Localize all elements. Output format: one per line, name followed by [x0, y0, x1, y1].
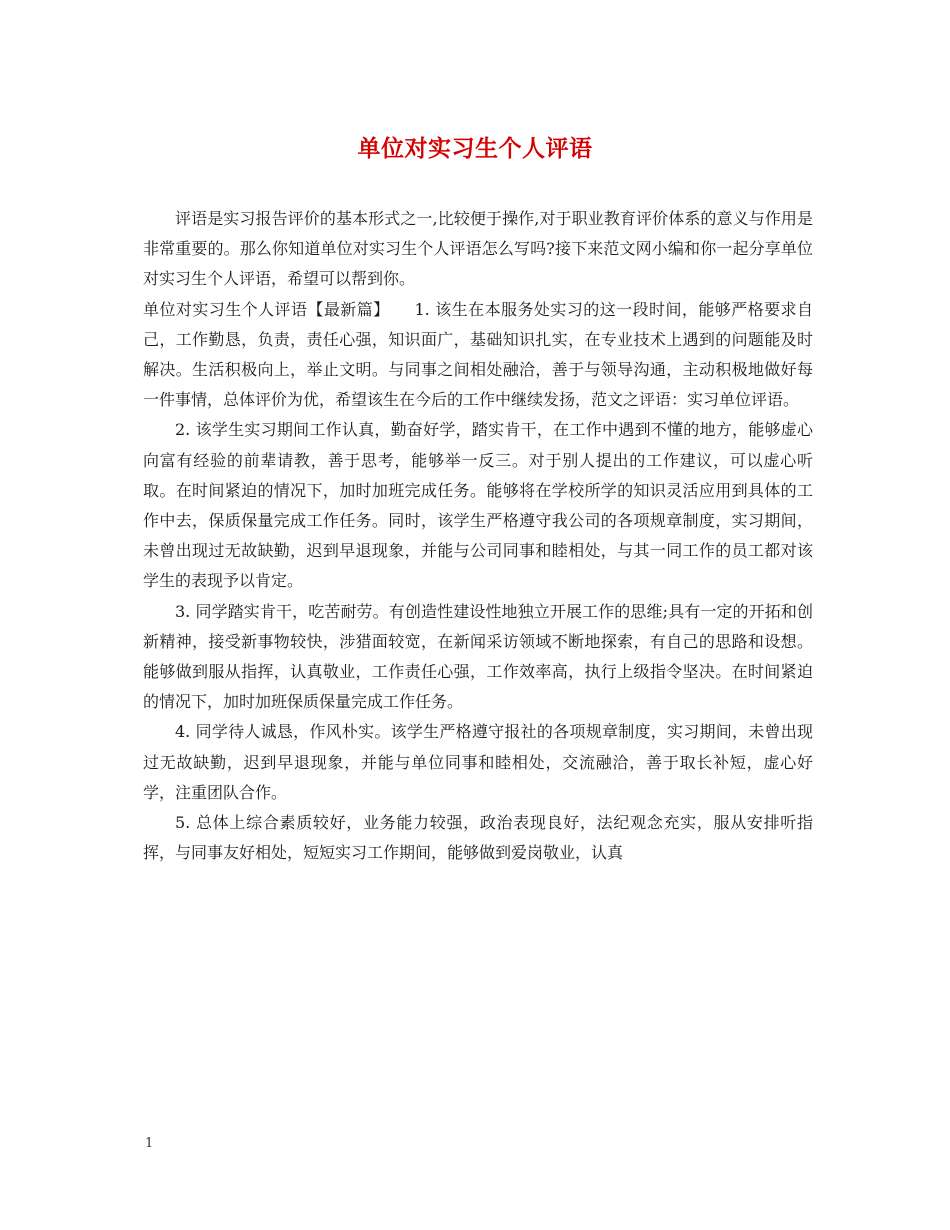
section-paragraph-3: 3. 同学踏实肯干，吃苦耐劳。有创造性建设性地独立开展工作的思维;具有一定的开拓和创新精神，接受新事物较快，涉猎面较宽，在新闻采访领域不断地探索，有自己的思路和设想。能够做到服从指挥，认真敬业，工作责任心强，工作效率高，执行上级指令坚决。在时间紧迫的情况下，加时加班保质保量完成工作任务。 — [143, 601, 813, 712]
intro-paragraph: 评语是实习报告评价的基本形式之一,比较便于操作,对于职业教育评价体系的意义与作用是非常重要的。那么你知道单位对实习生个人评语怎么写吗?接下来范文网小编和你一起分享单位对实习生个人评语，希望可以帮到你。 — [143, 209, 813, 289]
document-title: 单位对实习生个人评语 — [357, 135, 593, 162]
page-number: 1 — [145, 1136, 154, 1151]
section-paragraph-1: 单位对实习生个人评语【最新篇】 1. 该生在本服务处实习的这一段时间，能够严格要求自己，工作勤恳，负责，责任心强，知识面广，基础知识扎实，在专业技术上遇到的问题能及时解决。生活积极向上，举止文明。与同事之间相处融洽，善于与领导沟通，主动积极地做好每一件事情，总体评价为优，希望该生在今后的工作中继续发扬，范文之评语：实习单位评语。 — [143, 299, 813, 410]
section-paragraph-4: 4. 同学待人诚恳，作风朴实。该学生严格遵守报社的各项规章制度，实习期间，未曾出现过无故缺勤，迟到早退现象，并能与单位同事和睦相处，交流融洽，善于取长补短，虚心好学，注重团队合作。 — [143, 722, 813, 802]
document-body — [143, 204, 813, 868]
section-paragraph-2: 2. 该学生实习期间工作认真，勤奋好学，踏实肯干，在工作中遇到不懂的地方，能够虚心向富有经验的前辈请教，善于思考，能够举一反三。对于别人提出的工作建议，可以虚心听取。在时间紧迫的情况下，加时加班完成任务。能够将在学校所学的知识灵活应用到具体的工作中去，保质保量完成工作任务。同时，该学生严格遵守我公司的各项规章制度，实习期间，未曾出现过无故缺勤，迟到早退现象，并能与公司同事和睦相处，与其一同工作的员工都对该学生的表现予以肯定。 — [143, 420, 813, 591]
section-paragraph-5: 5. 总体上综合素质较好，业务能力较强，政治表现良好，法纪观念充实，服从安排听指挥，与同事友好相处，短短实习工作期间，能够做到爱岗敬业，认真 — [143, 813, 813, 863]
